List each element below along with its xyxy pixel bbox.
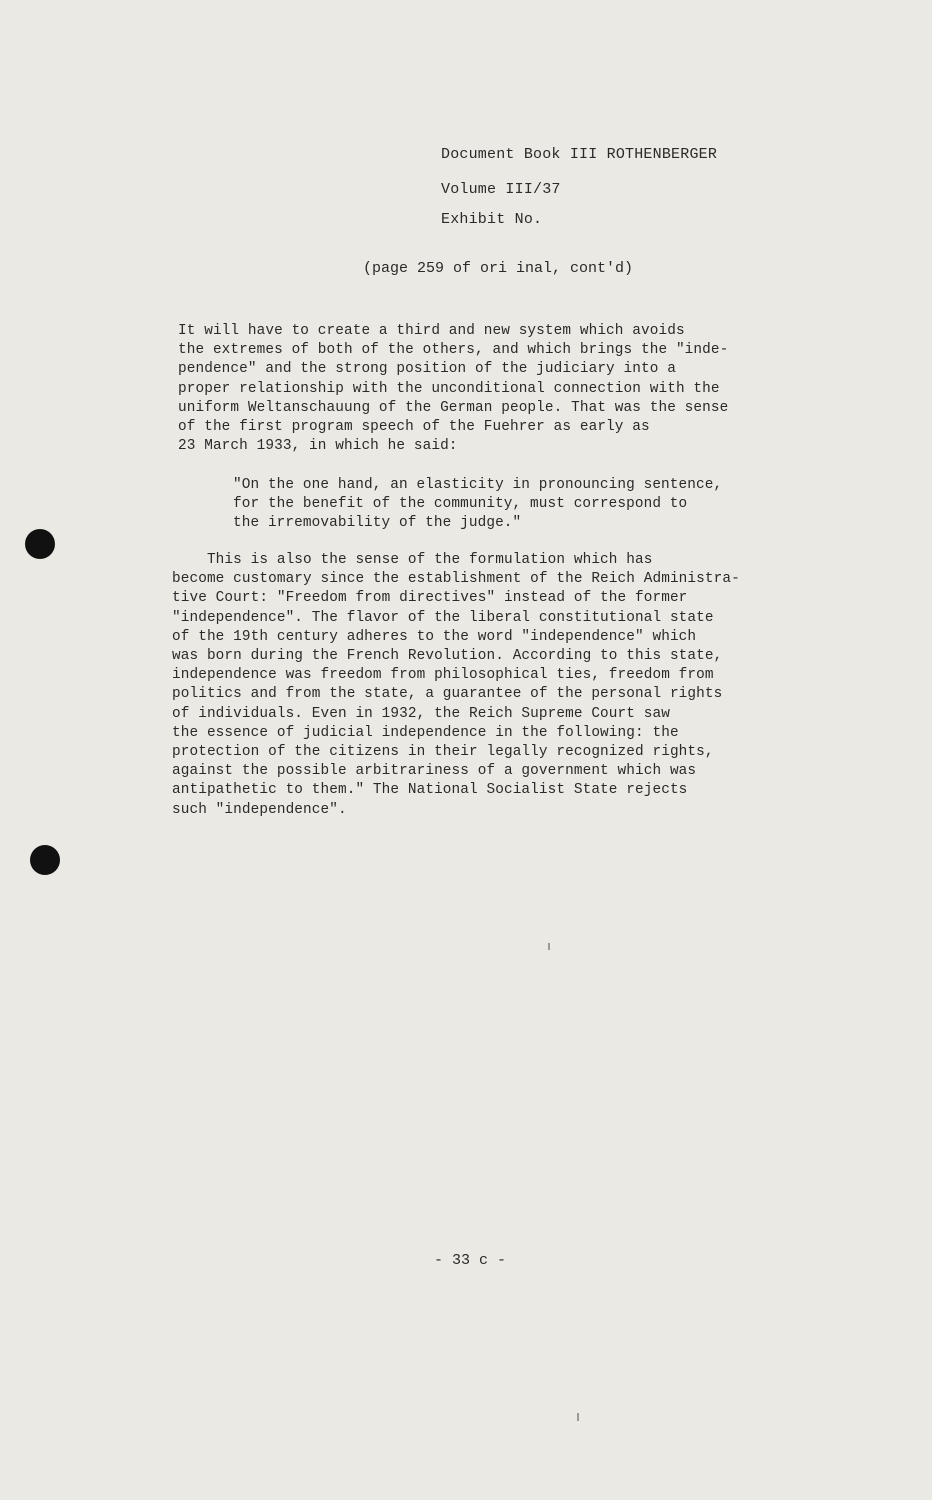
paragraph-line: independence was freedom from philosophical ties, freedom from — [172, 667, 714, 684]
paragraph-line: of the first program speech of the Fuehrer as early as — [178, 419, 650, 436]
paragraph-line: of the 19th century adheres to the word "independence" which — [172, 628, 697, 645]
page-reference: (page 259 of ori inal, cont'd) — [363, 260, 634, 277]
page-number: - 33 c - — [434, 1252, 507, 1269]
paragraph-line: such "independence". — [172, 801, 347, 818]
paragraph-line: tive Court: "Freedom from directives" instead of the former — [172, 590, 688, 607]
paragraph-line: of individuals. Even in 1932, the Reich Supreme Court saw — [172, 705, 670, 722]
paragraph-line: pendence" and the strong position of the judiciary into a — [178, 361, 676, 378]
paragraph-line: "independence". The flavor of the liberal constitutional state — [172, 609, 714, 626]
paragraph-line: politics and from the state, a guarantee of the personal rights — [172, 686, 723, 703]
punch-hole — [25, 529, 55, 559]
quotation-line: "On the one hand, an elasticity in pronouncing sentence, — [233, 477, 723, 493]
paragraph-line: This is also the sense of the formulation which has — [172, 552, 653, 568]
exhibit-line: Exhibit No. — [441, 211, 543, 228]
paragraph-line: was born during the French Revolution. According to this state, — [172, 648, 723, 665]
paragraph-2 — [172, 551, 740, 820]
paragraph-line: the essence of judicial independence in the following: the — [172, 724, 679, 741]
quotation-line: the irremovability of the judge." — [233, 515, 522, 532]
paragraph-line: uniform Weltanschauung of the German people. That was the sense — [178, 399, 729, 416]
paragraph-line: protection of the citizens in their legally recognized rights, — [172, 744, 714, 761]
punch-hole — [30, 845, 60, 875]
paragraph-line: the extremes of both of the others, and which brings the "inde- — [178, 342, 729, 359]
paragraph-line: against the possible arbitrariness of a government which was — [172, 763, 697, 780]
paragraph-line: proper relationship with the unconditional connection with the — [178, 380, 720, 397]
document-book-line: Document Book III ROTHENBERGER — [441, 146, 718, 163]
stray-mark — [577, 1413, 579, 1421]
quotation-line: for the benefit of the community, must correspond to — [233, 496, 688, 513]
paragraph-line: It will have to create a third and new system which avoids — [178, 323, 685, 339]
stray-mark — [548, 943, 550, 950]
paragraph-line: 23 March 1933, in which he said: — [178, 438, 458, 455]
paragraph-1 — [178, 322, 728, 456]
quotation-block — [233, 476, 722, 534]
volume-line: Volume III/37 — [441, 181, 561, 198]
paragraph-line: antipathetic to them." The National Socialist State rejects — [172, 782, 688, 799]
paragraph-line: become customary since the establishment of the Reich Administra- — [172, 571, 740, 588]
